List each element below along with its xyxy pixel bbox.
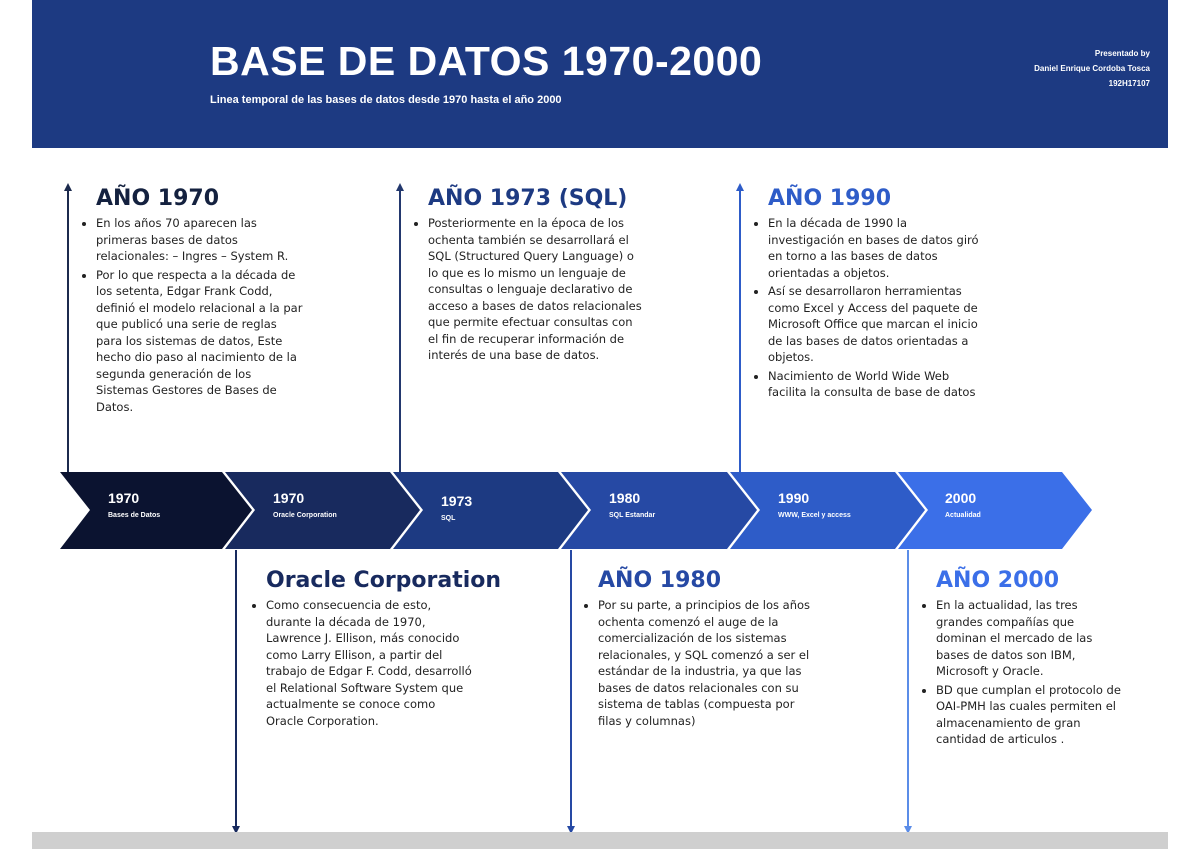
bullet-item: • Por su parte, a principios de los años ochenta comenzó el auge de la comercialización de los sistemas relacionales, y SQL comenzó a ser el estándar de la industria, ya que las bases de datos relacionales con su sistema de tablas (compuesta por filas y columnas) xyxy=(598,597,815,729)
bottom-scroll-area xyxy=(32,832,1168,849)
chevron-text-2 xyxy=(273,490,337,519)
section-1970 xyxy=(78,186,306,417)
bullet-item: • BD que cumplan el protocolo de OAI-PMH las cuales permiten el almacenamiento de gran cantidad de articulos . xyxy=(936,682,1123,748)
chevron-text-1 xyxy=(108,490,160,519)
chevron-label: WWW, Excel y access xyxy=(778,512,851,519)
chevron-text-6 xyxy=(945,490,981,519)
bullet-item: • En los años 70 aparecen las primeras bases de datos relacionales: – Ingres – System R. xyxy=(96,215,306,265)
chevron-label: Bases de Datos xyxy=(108,512,161,519)
section-1973 xyxy=(410,186,645,366)
section-1980 xyxy=(580,568,815,731)
chevron-text-3 xyxy=(441,493,472,522)
section-2000 xyxy=(918,568,1123,750)
bullet-item: • Nacimiento de World Wide Web facilita la consulta de base de datos xyxy=(768,368,985,401)
chevron-1980-sql-estandar xyxy=(561,472,757,549)
section-1990 xyxy=(750,186,985,403)
bullet-item: • Posteriormente en la época de los ochenta también se desarrollará el SQL (Structured Query Language) o lo que es lo mismo un lenguaje de consultas o lenguaje declarativo de acceso a bases de datos relacionales que permite efectuar consultas con el fin de recuperar información de interés de una base de datos. xyxy=(428,215,645,364)
presenter-name: Daniel Enrique Cordoba Tosca xyxy=(1034,64,1150,73)
section-heading-1973: AÑO 1973 (SQL) xyxy=(428,186,628,211)
chevron-1973-sql xyxy=(393,472,588,549)
chevron-2000-actualidad xyxy=(898,472,1092,549)
chevron-text-4 xyxy=(609,490,655,519)
chevron-label: SQL xyxy=(441,515,456,522)
section-bullets-1970 xyxy=(78,215,306,415)
section-heading-2000: AÑO 2000 xyxy=(936,568,1060,593)
section-bullets-1990 xyxy=(750,215,985,401)
chevron-year: 1990 xyxy=(778,490,810,506)
section-bullets-1973 xyxy=(410,215,645,364)
page-subtitle: Linea temporal de las bases de datos desde 1970 hasta el año 2000 xyxy=(210,94,562,106)
section-bullets-2000 xyxy=(918,597,1123,748)
chevron-label: SQL Estandar xyxy=(609,512,656,519)
bullet-item: • En la década de 1990 la investigación en bases de datos giró en torno a las bases de datos orientadas a objetos. xyxy=(768,215,985,281)
chevron-year: 1970 xyxy=(273,490,305,506)
chevron-year: 2000 xyxy=(945,490,977,506)
bullet-item: • Como consecuencia de esto, durante la década de 1970, Lawrence J. Ellison, más conocido como Larry Ellison, a partir del trabajo de Edgar F. Codd, desarrolló el Relational Software System que actualmente se conoce como Oracle Corporation. xyxy=(266,597,473,729)
presenter-id: 192H17107 xyxy=(1108,79,1150,88)
section-bullets-1980 xyxy=(580,597,815,729)
section-bullets-oracle xyxy=(248,597,473,729)
chevron-year: 1973 xyxy=(441,493,473,509)
chevron-year: 1980 xyxy=(609,490,641,506)
section-heading-1990: AÑO 1990 xyxy=(768,186,892,211)
bullet-item: • Así se desarrollaron herramientas como Excel y Access del paquete de Microsoft Office que marcan el inicio de las bases de datos orientadas a objetos. xyxy=(768,283,985,366)
section-oracle xyxy=(248,568,502,731)
chevron-label: Actualidad xyxy=(945,512,981,519)
section-heading-1970: AÑO 1970 xyxy=(96,186,220,211)
bullet-item: • En la actualidad, las tres grandes compañías que dominan el mercado de las bases de datos son IBM, Microsoft y Oracle. xyxy=(936,597,1123,680)
bullet-item: • Por lo que respecta a la década de los setenta, Edgar Frank Codd, definió el modelo relacional a la par que publicó una serie de reglas para los sistemas de datos, Este hecho dio paso al nacimiento de la segunda generación de los Sistemas Gestores de Bases de Datos. xyxy=(96,267,306,416)
section-heading-1980: AÑO 1980 xyxy=(598,568,722,593)
chevron-label: Oracle Corporation xyxy=(273,512,337,519)
page-title: BASE DE DATOS 1970-2000 xyxy=(210,38,763,84)
section-heading-oracle: Oracle Corporation xyxy=(266,568,502,593)
chevron-year: 1970 xyxy=(108,490,140,506)
chevron-text-5 xyxy=(778,490,851,519)
presented-label: Presentado by xyxy=(1094,49,1150,58)
